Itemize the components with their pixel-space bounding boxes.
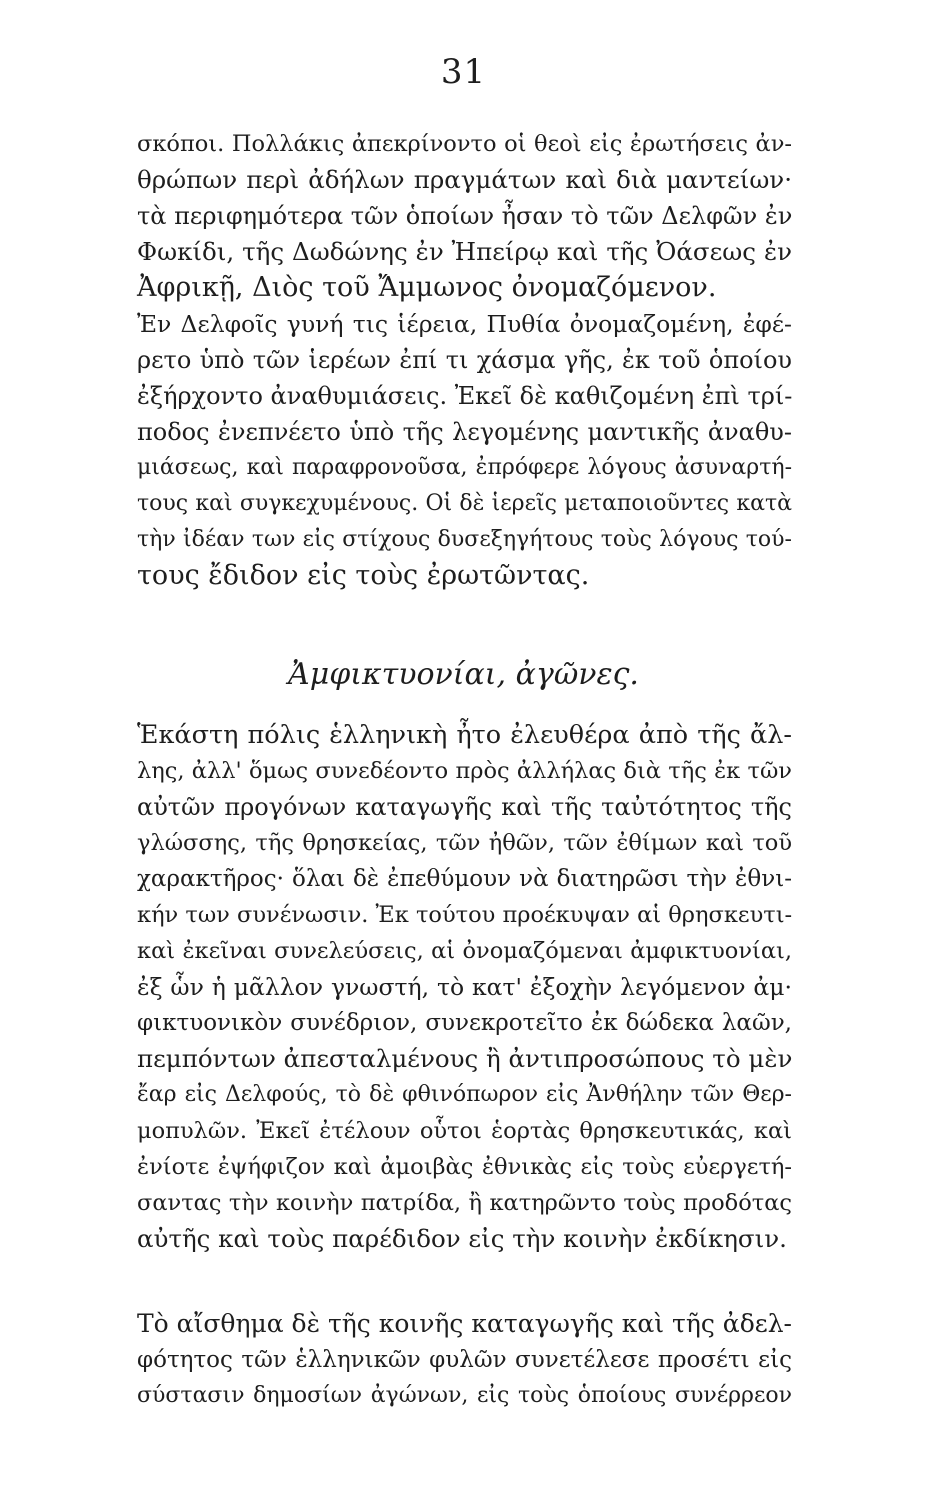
text-line: φικτυονικὸν συνέδριον, συνεκροτεῖτο ἐκ δώδεκα λαῶν, [137, 1010, 792, 1036]
text-line: ἔαρ εἰς Δελφούς, τὸ δὲ φθινόπωρον εἰς Ἀνθήλην τῶν Θερ- [137, 1082, 792, 1107]
text-line: θρώπων περὶ ἀδήλων πραγμάτων καὶ διὰ μαντείων· [137, 165, 792, 194]
paragraph-games [137, 1306, 792, 1414]
text-line: ἐξ ὧν ἡ μᾶλλον γνωστή, τὸ κατ' ἐξοχὴν λεγόμενον ἀμ· [137, 973, 792, 1001]
text-line: αὐτῆς καὶ τοὺς παρέδιδον εἰς τὴν κοινὴν ἐκδίκησιν. [137, 1224, 787, 1253]
text-line: Ἀφρικῇ, Διὸς τοῦ Ἄμμωνος ὀνομαζόμενον. [137, 272, 717, 303]
text-line: φότητος τῶν ἑλληνικῶν φυλῶν συνετέλεσε προσέτι εἰς [137, 1347, 792, 1373]
text-line: Φωκίδι, τῆς Δωδώνης ἐν Ἠπείρῳ καὶ τῆς Ὀάσεως ἐν [137, 237, 792, 266]
text-line: ποδος ἐνεπνέετο ὑπὸ τῆς λεγομένης μαντικῆς ἀναθυ- [137, 418, 792, 446]
text-line: σαντας τὴν κοινὴν πατρίδα, ἢ κατηρῶντο τοὺς προδότας [137, 1190, 792, 1216]
text-line: τους καὶ συγκεχυμένους. Οἱ δὲ ἱερεῖς μεταποιοῦντες κατὰ [137, 491, 792, 516]
text-line: τὰ περιφημότερα τῶν ὁποίων ἦσαν τὸ τῶν Δελφῶν ἐν [137, 202, 793, 230]
page-number: 31 [440, 52, 487, 92]
text-line: Τὸ αἴσθημα δὲ τῆς κοινῆς καταγωγῆς καὶ τῆς ἀδελ- [137, 1309, 792, 1338]
text-line: αὐτῶν προγόνων καταγωγῆς καὶ τῆς ταὐτότητος τῆς [137, 793, 792, 821]
section-heading: Ἀμφικτυονίαι, ἀγῶνες. [288, 657, 639, 692]
text-line: μοπυλῶν. Ἐκεῖ ἐτέλουν οὗτοι ἑορτὰς θρησκευτικάς, καὶ [137, 1118, 792, 1144]
text-line: ἐξήρχοντο ἀναθυμιάσεις. Ἐκεῖ δὲ καθιζομένη ἐπὶ τρί- [137, 382, 793, 410]
text-line: Ἐν Δελφοῖς γυνή τις ἱέρεια, Πυθία ὀνομαζομένη, ἐφέ- [137, 310, 792, 338]
text-line: πεμπόντων ἀπεσταλμένους ἢ ἀντιπροσώπους τὸ μὲν [137, 1044, 793, 1073]
paragraph-amphictyonies [137, 717, 792, 1257]
paragraph-oracles [137, 126, 792, 594]
text-line: τους ἔδιδον εἰς τοὺς ἐρωτῶντας. [137, 560, 590, 591]
text-line: κήν των συνένωσιν. Ἐκ τούτου προέκυψαν αἱ θρησκευτι- [137, 902, 793, 928]
text-line: σκόποι. Πολλάκις ἀπεκρίνοντο οἱ θεοὶ εἰς ἐρωτήσεις ἀν- [137, 131, 792, 157]
text-line: τὴν ἰδέαν των εἰς στίχους δυσεξηγήτους τοὺς λόγους τού- [137, 527, 792, 552]
text-line: σύστασιν δημοσίων ἀγώνων, εἰς τοὺς ὁποίους συνέρρεον [137, 1383, 792, 1408]
text-line: χαρακτῆρος· ὅλαι δὲ ἐπεθύμουν νὰ διατηρῶσι τὴν ἐθνι- [137, 866, 792, 892]
text-line: λης, ἀλλ' ὅμως συνεδέοντο πρὸς ἀλλήλας διὰ τῆς ἐκ τῶν [137, 758, 792, 784]
text-line: μιάσεως, καὶ παραφρονοῦσα, ἐπρόφερε λόγους ἀσυναρτή- [137, 455, 792, 480]
text-line: γλώσσης, τῆς θρησκείας, τῶν ἠθῶν, τῶν ἐθίμων καὶ τοῦ [137, 830, 792, 856]
text-line: ρετο ὑπὸ τῶν ἱερέων ἐπί τι χάσμα γῆς, ἐκ τοῦ ὁποίου [137, 346, 792, 374]
text-line: ἐνίοτε ἐψήφιζον καὶ ἀμοιβὰς ἐθνικὰς εἰς τοὺς εὐεργετή- [137, 1154, 792, 1180]
text-line: Ἑκάστη πόλις ἑλληνικὴ ἦτο ἐλευθέρα ἀπὸ τῆς ἄλ- [137, 720, 792, 750]
text-line: καὶ ἐκεῖναι συνελεύσεις, αἱ ὀνομαζόμεναι ἀμφικτυονίαι, [137, 938, 792, 964]
